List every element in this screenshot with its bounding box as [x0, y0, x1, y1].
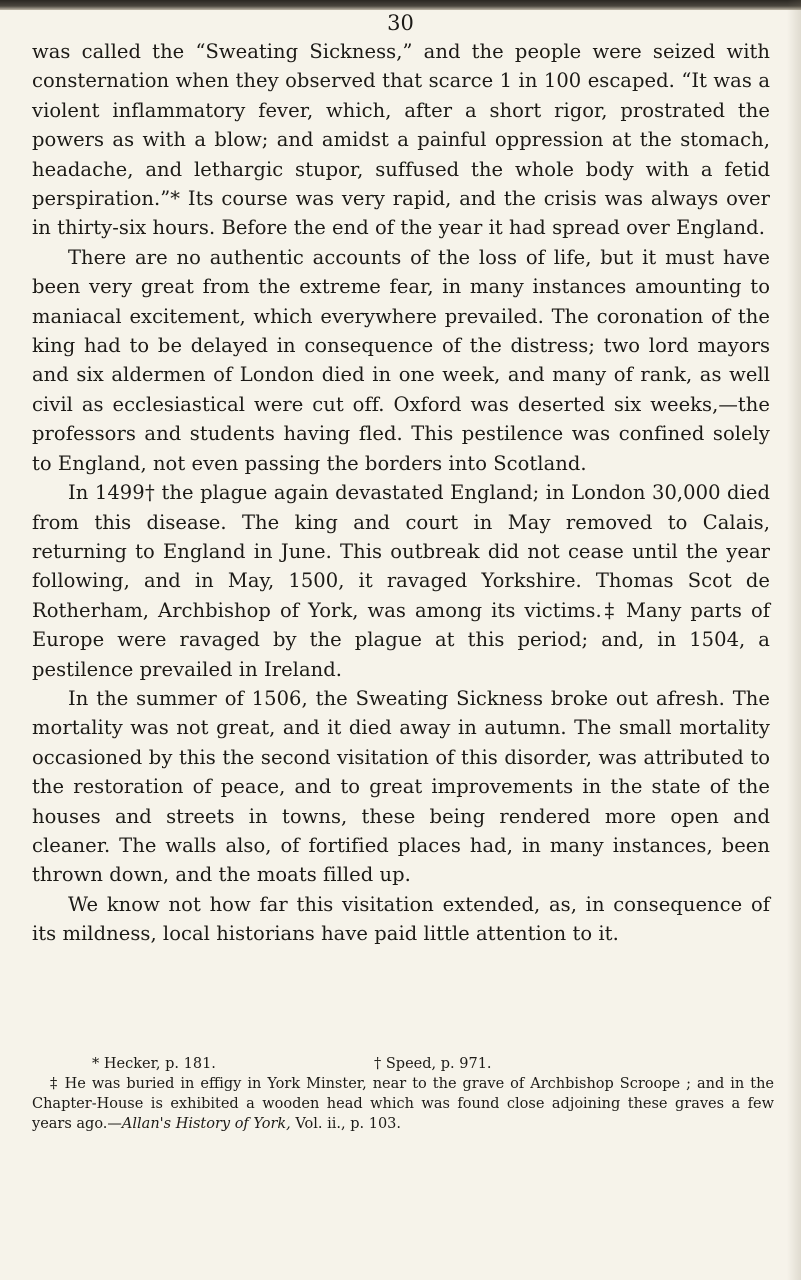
top-edge-bar [0, 0, 801, 10]
paragraph-5: We know not how far this visitation extended, as, in consequence of its mildness, local historians have paid little attention to it. [32, 892, 770, 946]
footnote-star: * Hecker, p. 181. [92, 1056, 216, 1072]
page-right-edge [787, 0, 801, 1280]
footnote-double-dagger [32, 1074, 774, 1134]
paragraph-2: There are no authentic accounts of the loss of life, but it must have been very great from the extreme fear, in many instances amounting to maniacal excitement, which everywhere prevailed. The coronation of the king had to be delayed in consequence of the distress; two lord mayors and six aldermen of London died in one week, and many of rank, as well civil as ecclesiastical were cut off. Oxford was deserted six weeks,—the professors and students having fled. This pestilence was confined solely to England, not even passing the borders into Scotland. [32, 245, 770, 475]
page-number: 30 [387, 11, 414, 35]
footnote-row [32, 1054, 774, 1074]
footnote-source-title: Allan's History of York, [121, 1116, 291, 1132]
footnote-dagger: † Speed, p. 971. [374, 1056, 492, 1072]
footnote-source-volume: Vol. ii., p. 103. [290, 1116, 402, 1132]
body-text [32, 37, 770, 949]
footnotes [32, 1054, 774, 1134]
paragraph-1: was called the “Sweating Sickness,” and the people were seized with consternation when they observed that scarce 1 in 100 escaped. “It was a violent inflammatory fever, which, after a short rigor, prostrated the powers as with a blow; and amidst a painful oppression at the stomach, headache, and lethargic stupor, suffused the whole body with a fetid perspiration.”* Its course was very rapid, and the crisis was always over in thirty-six hours. Before the end of the year it had spread over England. [32, 40, 770, 240]
paragraph-4: In the summer of 1506, the Sweating Sickness broke out afresh. The mortality was not great, and it died away in autumn. The small mortality occasioned by this the second visitation of this disorder, was attributed to the restoration of peace, and to great improvements in the state of the houses and streets in towns, these being rendered more open and cleaner. The walls also, of fortified places had, in many instances, been thrown down, and the moats filled up. [32, 686, 770, 887]
paragraph-3: In 1499† the plague again devastated England; in London 30,000 died from this disease. The king and court in May removed to Calais, returning to England in June. This outbreak did not cease until the year following, and in May, 1500, it ravaged Yorkshire. Thomas Scot de Rotherham, Archbishop of York, was among its victims.‡ Many parts of Europe were ravaged by the plague at this period; and, in 1504, a pestilence prevailed in Ireland. [32, 481, 770, 681]
footnote-double-dagger-text: ‡ He was buried in effigy in York Minster, near to the grave of Archbishop Scroope ; and in the Chapter-House is exhibited a wooden head which was found close adjoining these graves a few years ago.— [32, 1076, 774, 1132]
